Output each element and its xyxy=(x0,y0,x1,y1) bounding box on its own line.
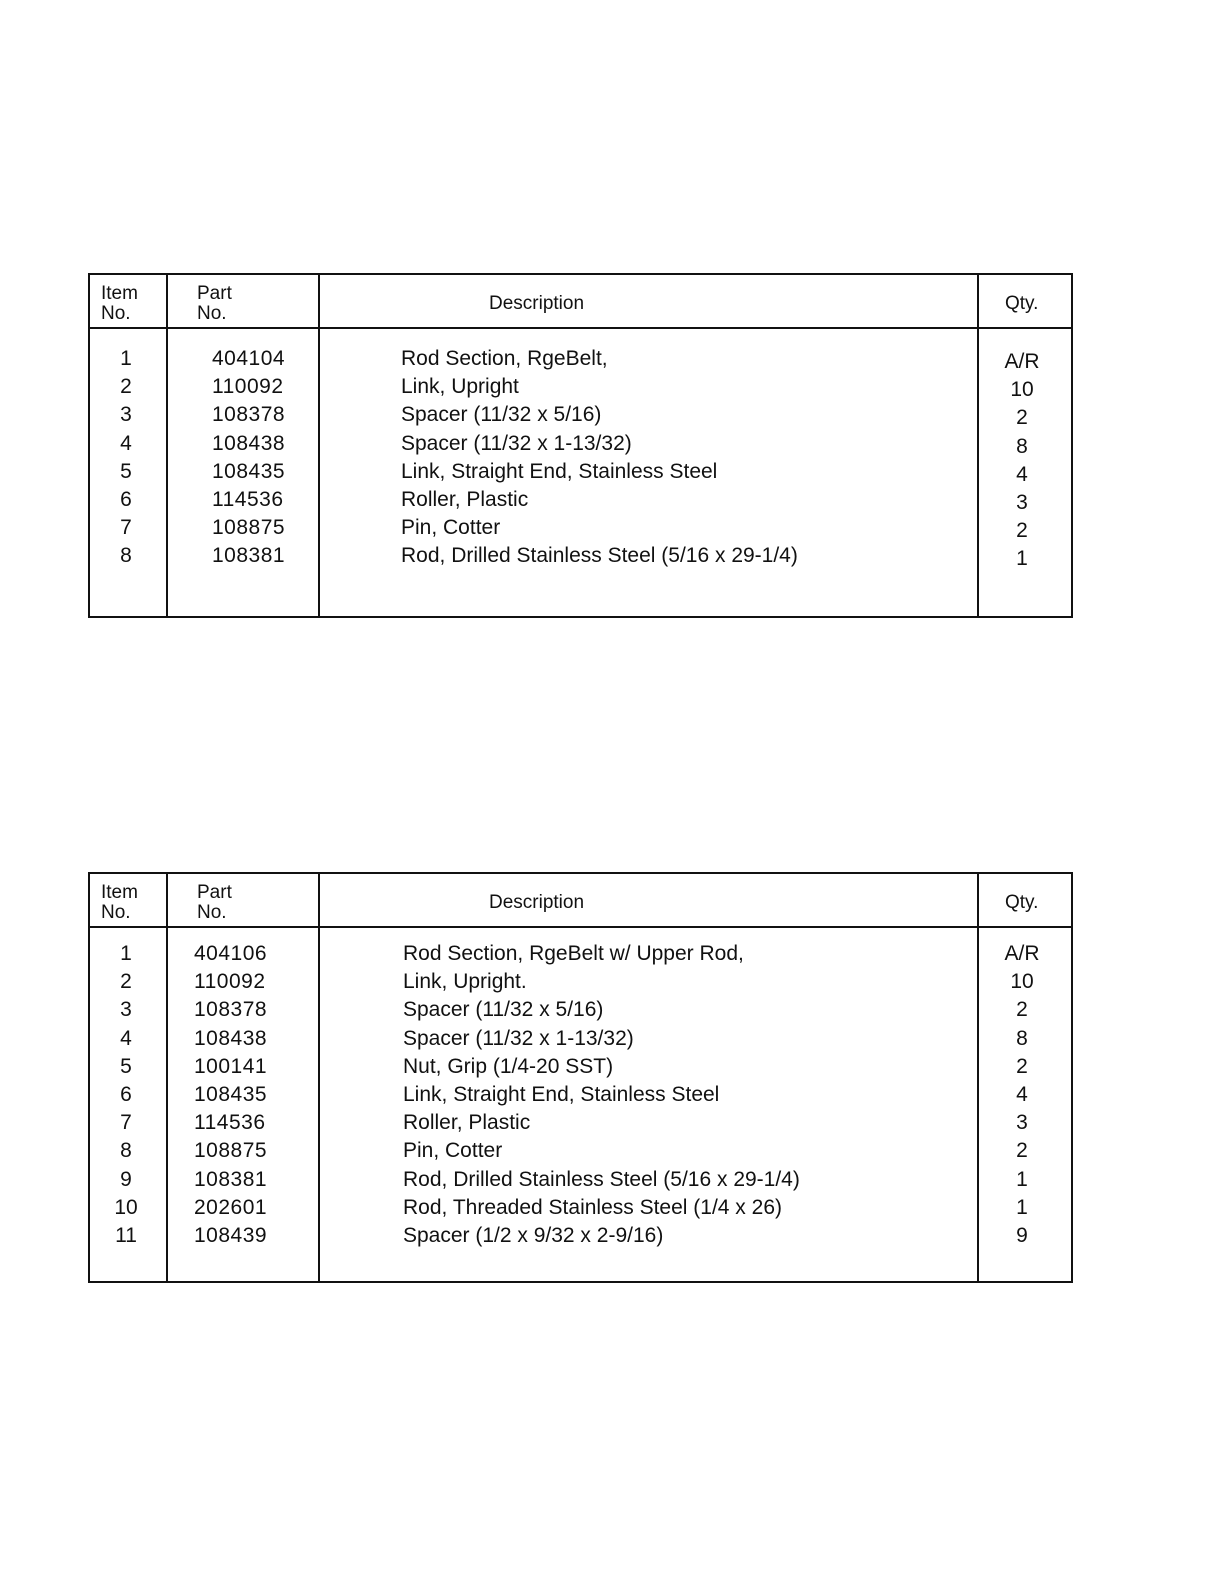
description-cell: Pin, Cotter xyxy=(403,1139,503,1163)
table-row xyxy=(90,996,1071,1024)
header-description: Description xyxy=(489,293,585,314)
item-no-cell: 3 xyxy=(120,998,132,1022)
table-row xyxy=(90,486,1071,514)
table-row xyxy=(90,940,1071,968)
header-divider xyxy=(90,327,1071,329)
qty-cell: 2 xyxy=(1016,406,1028,430)
item-no-cell: 6 xyxy=(120,1082,132,1106)
qty-cell: 2 xyxy=(1016,1054,1028,1078)
header-qty: Qty. xyxy=(1005,293,1039,314)
part-no-cell: 108378 xyxy=(194,998,268,1022)
header-part-no: Part No. xyxy=(197,882,232,923)
part-no-cell: 114536 xyxy=(212,487,284,511)
table-row xyxy=(90,1222,1071,1250)
qty-cell: 2 xyxy=(1016,1139,1028,1163)
description-cell: Spacer (11/32 x 1-13/32) xyxy=(401,431,632,455)
qty-cell: 3 xyxy=(1016,1111,1028,1135)
header-item-no: Item No. xyxy=(101,283,138,324)
item-no-cell: 5 xyxy=(120,1054,132,1078)
description-cell: Nut, Grip (1/4-20 SST) xyxy=(403,1054,614,1078)
qty-cell: 4 xyxy=(1016,1082,1028,1106)
description-cell: Roller, Plastic xyxy=(401,487,529,511)
table-row xyxy=(90,1025,1071,1053)
header-part-no: Part No. xyxy=(197,283,232,324)
table-row xyxy=(90,458,1071,486)
qty-cell: 4 xyxy=(1016,462,1028,486)
table-row xyxy=(90,542,1071,570)
item-no-cell: 11 xyxy=(115,1223,137,1247)
description-cell: Spacer (11/32 x 5/16) xyxy=(401,403,602,427)
item-no-cell: 7 xyxy=(120,1111,132,1135)
qty-cell: 10 xyxy=(1010,378,1034,402)
part-no-cell: 108381 xyxy=(194,1167,268,1191)
description-cell: Rod, Drilled Stainless Steel (5/16 x 29-1/4) xyxy=(403,1167,800,1191)
qty-cell: 3 xyxy=(1016,490,1028,514)
part-no-cell: 108875 xyxy=(212,516,286,540)
table-row xyxy=(90,1109,1071,1137)
qty-cell: 10 xyxy=(1010,970,1034,994)
qty-cell: 8 xyxy=(1016,1026,1028,1050)
description-cell: Spacer (11/32 x 1-13/32) xyxy=(403,1026,634,1050)
item-no-cell: 4 xyxy=(120,431,132,455)
description-cell: Rod, Drilled Stainless Steel (5/16 x 29-1/4) xyxy=(401,544,798,568)
item-no-cell: 7 xyxy=(120,516,132,540)
part-no-cell: 100141 xyxy=(194,1054,268,1078)
description-cell: Link, Straight End, Stainless Steel xyxy=(403,1082,720,1106)
qty-cell: A/R xyxy=(1004,942,1040,965)
description-cell: Spacer (1/2 x 9/32 x 2-9/16) xyxy=(403,1223,664,1247)
item-no-cell: 8 xyxy=(120,544,132,568)
table-row xyxy=(90,373,1071,401)
qty-cell: 1 xyxy=(1016,547,1028,571)
qty-cell: 1 xyxy=(1016,1195,1028,1219)
part-no-cell: 108438 xyxy=(194,1026,268,1050)
description-cell: Link, Upright. xyxy=(403,970,527,994)
table-row xyxy=(90,401,1071,429)
table-row xyxy=(90,514,1071,542)
part-no-cell: 108435 xyxy=(212,459,286,483)
table-row xyxy=(90,1081,1071,1109)
description-cell: Pin, Cotter xyxy=(401,516,501,540)
part-no-cell: 108435 xyxy=(194,1082,268,1106)
table-row xyxy=(90,1053,1071,1081)
table-row xyxy=(90,1137,1071,1165)
item-no-cell: 4 xyxy=(120,1026,132,1050)
description-cell: Link, Upright xyxy=(401,375,519,399)
qty-cell: 8 xyxy=(1016,434,1028,458)
item-no-cell: 2 xyxy=(120,375,132,399)
part-no-cell: 108438 xyxy=(212,431,286,455)
table-row xyxy=(90,968,1071,996)
table-row xyxy=(90,345,1071,373)
part-no-cell: 108381 xyxy=(212,544,286,568)
table-row xyxy=(90,430,1071,458)
description-cell: Rod Section, RgeBelt, xyxy=(401,347,608,370)
item-no-cell: 2 xyxy=(120,970,132,994)
table-row xyxy=(90,1194,1071,1222)
description-cell: Rod, Threaded Stainless Steel (1/4 x 26) xyxy=(403,1195,782,1219)
qty-cell: 9 xyxy=(1016,1223,1028,1247)
description-cell: Spacer (11/32 x 5/16) xyxy=(403,998,604,1022)
part-no-cell: 110092 xyxy=(194,970,266,994)
part-no-cell: 202601 xyxy=(194,1195,268,1219)
description-cell: Roller, Plastic xyxy=(403,1111,531,1135)
description-cell: Rod Section, RgeBelt w/ Upper Rod, xyxy=(403,942,744,965)
part-no-cell: 110092 xyxy=(212,375,284,399)
table-row xyxy=(90,1166,1071,1194)
item-no-cell: 6 xyxy=(120,487,132,511)
qty-cell: 2 xyxy=(1016,998,1028,1022)
item-no-cell: 1 xyxy=(120,942,132,965)
item-no-cell: 1 xyxy=(120,347,132,370)
qty-cell: 1 xyxy=(1016,1167,1028,1191)
item-no-cell: 5 xyxy=(120,459,132,483)
part-no-cell: 108875 xyxy=(194,1139,268,1163)
table-body xyxy=(90,940,1071,1250)
header-description: Description xyxy=(489,892,585,913)
header-divider xyxy=(90,926,1071,928)
qty-cell: 2 xyxy=(1016,519,1028,543)
part-no-cell: 404104 xyxy=(212,347,286,370)
qty-cell: A/R xyxy=(1004,350,1040,373)
parts-table-2 xyxy=(88,872,1073,1283)
part-no-cell: 404106 xyxy=(194,942,268,965)
description-cell: Link, Straight End, Stainless Steel xyxy=(401,459,718,483)
header-item-no: Item No. xyxy=(101,882,138,923)
part-no-cell: 108439 xyxy=(194,1223,268,1247)
item-no-cell: 9 xyxy=(120,1167,132,1191)
part-no-cell: 108378 xyxy=(212,403,286,427)
table-body xyxy=(90,345,1071,571)
header-qty: Qty. xyxy=(1005,892,1039,913)
item-no-cell: 8 xyxy=(120,1139,132,1163)
part-no-cell: 114536 xyxy=(194,1111,266,1135)
parts-table-1 xyxy=(88,273,1073,618)
item-no-cell: 10 xyxy=(114,1195,138,1219)
item-no-cell: 3 xyxy=(120,403,132,427)
